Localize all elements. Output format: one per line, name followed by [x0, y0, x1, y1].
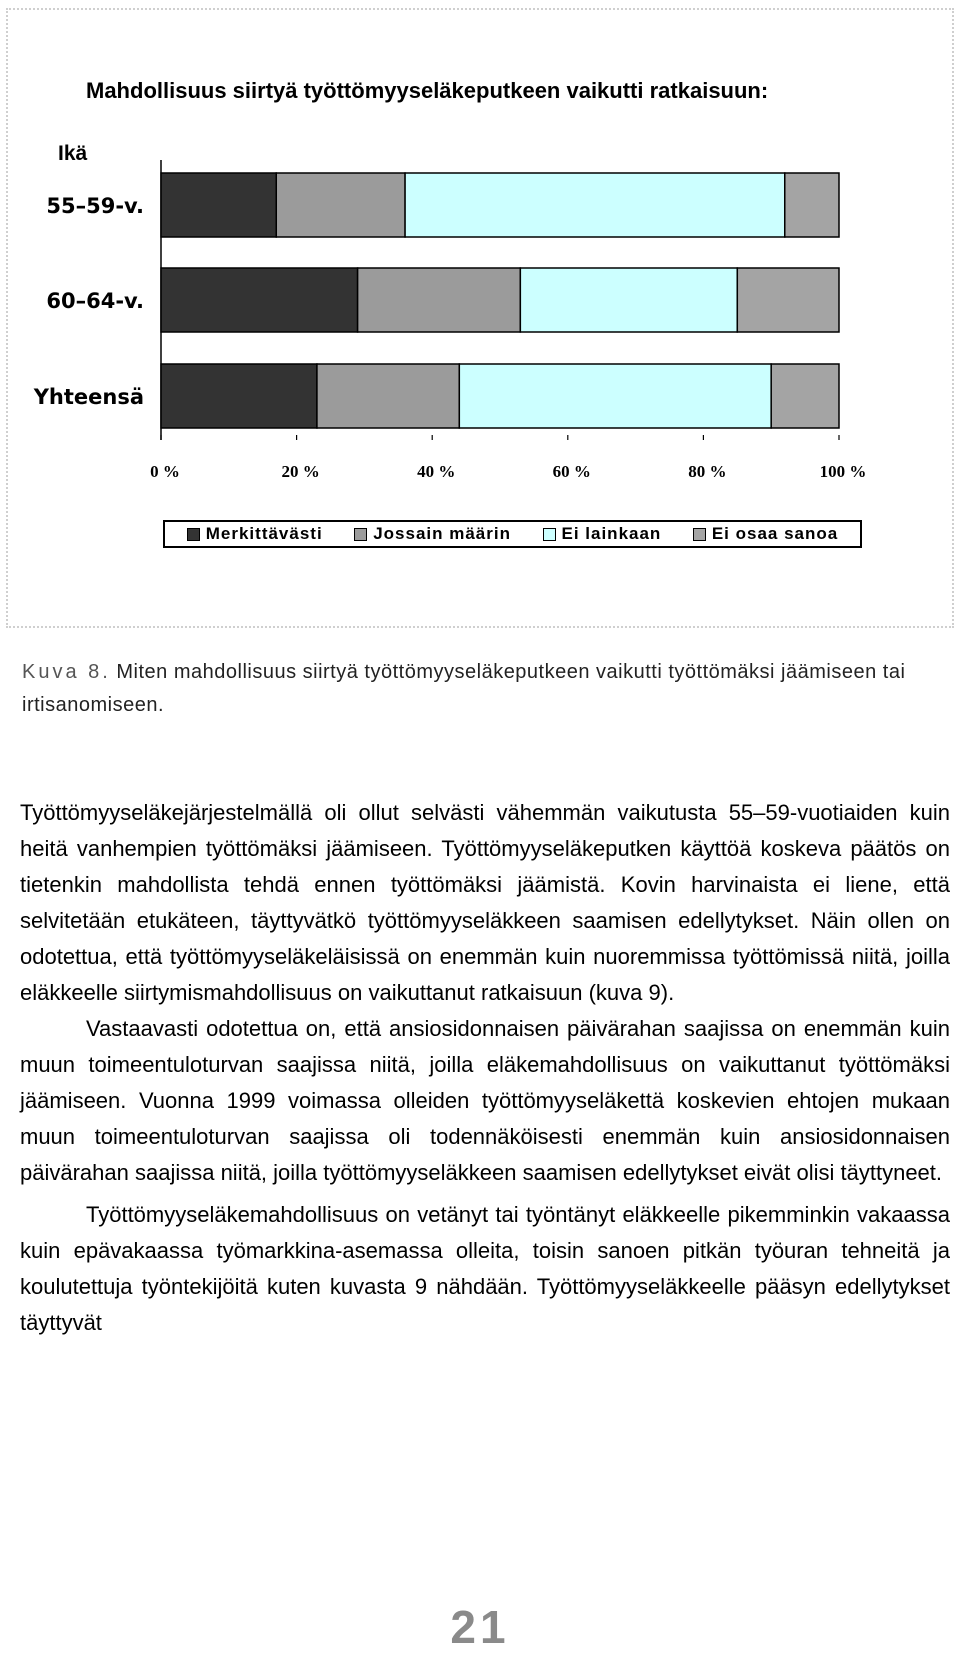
bar-segment [358, 268, 521, 332]
x-tick-label: 60 % [552, 462, 591, 481]
bar-segment [785, 173, 839, 237]
paragraph: Työttömyyseläkejärjestelmällä oli ollut selvästi vähemmän vaikutusta 55–59-vuotiaiden kuin heitä vanhempien työttömäksi jäämiseen. Työttömyyseläkeputken käyttöä koskeva päätös on tietenkin mahdollista tehdä ennen työttömäksi jäämistä. Kovin harvinaista ei liene, että selvitetään etukäteen, täyttyvätkö työttömyyseläkkeen saamisen edellytykset. Näin ollen on odotettua, että työttömyyseläkeläisissä on enemmän kuin nuoremmissa työttömissä niitä, joilla eläkkeelle siirtymismahdollisuus on vaikuttanut ratkaisuun (kuva 9). [20, 800, 950, 1005]
caption-label: Kuva 8. [22, 661, 111, 683]
bar-segment [459, 364, 771, 428]
x-tick-label: 80 % [688, 462, 727, 481]
x-tick-label: 100 % [819, 462, 867, 481]
bar-segment [317, 364, 459, 428]
chart-title: Mahdollisuus siirtyä työttömyyseläkeputkeen vaikutti ratkaisuun: [86, 78, 769, 103]
legend-label: Ei lainkaan [561, 524, 662, 543]
category-label: Yhteensä [33, 385, 144, 409]
legend-item-merkittavasti [187, 524, 323, 544]
bar-segment [405, 173, 785, 237]
page-number: 21 [450, 1601, 510, 1653]
paragraph: Vastaavasti odotettua on, että ansiosidonnaisen päivärahan saajissa on enemmän kuin muun toimeentuloturvan saajissa niitä, joilla eläkemahdollisuus on vaikuttanut työttömäksi jäämiseen. Vuonna 1999 voimassa olleiden työttömyyseläkettä koskevien ehtojen mukaan muun toimeentuloturvan saajissa oli todennäköisesti enemmän kuin ansiosidonnaisen päivärahan saajissa niitä, joilla työttömyyseläkkeen saamisen edellytykset eivät olisi täyttyneet. [20, 1016, 950, 1185]
bar-segment [737, 268, 839, 332]
legend-item-ei-osaa-sanoa [693, 524, 838, 544]
bar-segment [161, 268, 358, 332]
bar-segment [161, 364, 317, 428]
legend-swatch [354, 528, 367, 541]
category-label: 55–59-v. [46, 194, 144, 218]
body-text [20, 795, 950, 1341]
bar-segment [771, 364, 839, 428]
legend-label: Jossain määrin [373, 524, 511, 543]
category-label: 60–64-v. [46, 289, 144, 313]
legend-swatch [187, 528, 200, 541]
bar-segment [161, 173, 276, 237]
caption-text: Miten mahdollisuus siirtyä työttömyyseläkeputkeen vaikutti työttömäksi jäämiseen tai irtisanomiseen. [22, 661, 906, 716]
bar-segment [520, 268, 737, 332]
chart-legend [163, 520, 862, 548]
x-tick-label: 20 % [281, 462, 320, 481]
stacked-bar-chart [0, 150, 960, 500]
legend-label: Ei osaa sanoa [711, 524, 839, 543]
y-axis-title: Ikä [58, 142, 88, 165]
legend-label: Merkittävästi [205, 524, 323, 543]
x-tick-label: 0 % [150, 462, 180, 481]
legend-swatch [693, 528, 706, 541]
legend-swatch [543, 528, 556, 541]
bar-segment [276, 173, 405, 237]
x-tick-label: 40 % [417, 462, 456, 481]
paragraph: Työttömyyseläkemahdollisuus on vetänyt tai työntänyt eläkkeelle pikemminkin vakaassa kuin epävakaassa työmarkkina-asemassa olleita, toisin sanoen pitkän työuran tehneitä ja koulutettuja työntekijöitä kuten kuvasta 9 nähdään. Työttömyyseläkkeelle pääsyn edellytykset täyttyvät [20, 1202, 950, 1335]
figure-caption [22, 656, 942, 722]
legend-item-ei-lainkaan [543, 524, 662, 544]
legend-item-jossain-maarin [354, 524, 511, 544]
